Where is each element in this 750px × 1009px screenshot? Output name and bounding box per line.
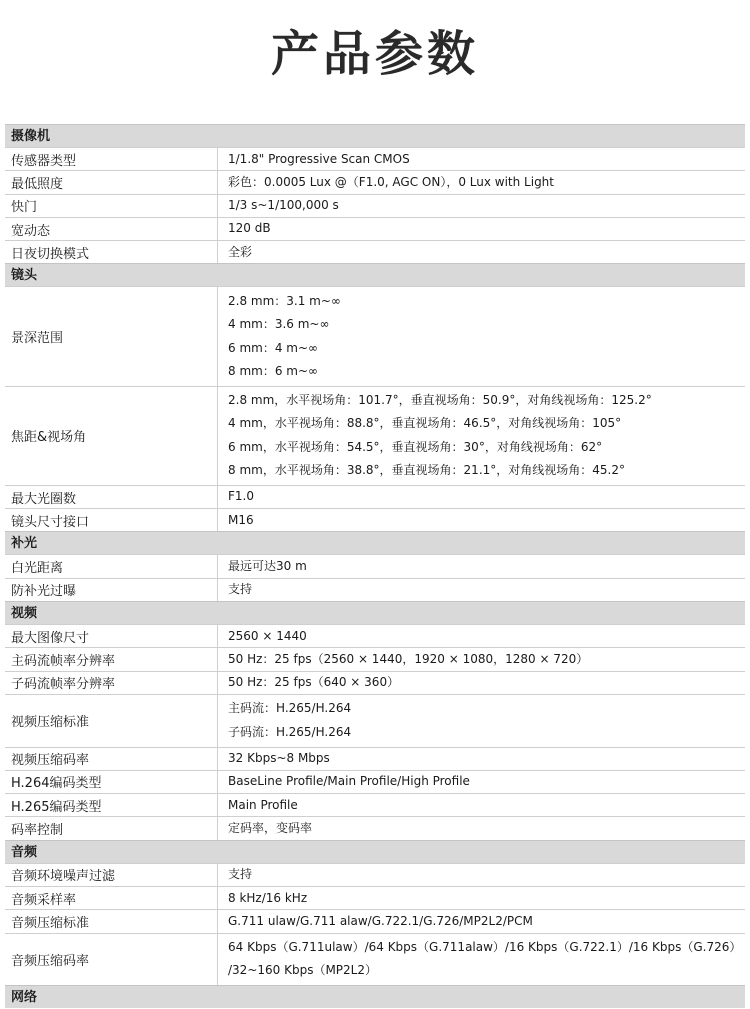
spec-value-line: G.711 ulaw/G.711 alaw/G.722.1/G.726/MP2L2/PCM bbox=[228, 913, 533, 928]
spec-value-line: 2560 × 1440 bbox=[228, 628, 307, 643]
spec-value-line: F1.0 bbox=[228, 489, 254, 504]
spec-value-line: 最远可达30 m bbox=[228, 558, 307, 573]
spec-value bbox=[218, 195, 745, 217]
spec-label: 最大图像尺寸 bbox=[5, 625, 218, 647]
spec-row bbox=[5, 217, 745, 240]
spec-label: 焦距&视场角 bbox=[5, 387, 218, 485]
spec-row bbox=[5, 147, 745, 170]
spec-value-line: 2.8 mm：3.1 m~∞ bbox=[228, 293, 341, 308]
spec-value-line: 8 mm，水平视场角：38.8°，垂直视场角：21.1°，对角线视场角：45.2° bbox=[228, 463, 625, 478]
spec-value bbox=[218, 387, 745, 485]
spec-label: 音频采样率 bbox=[5, 887, 218, 909]
section-header: 镜头 bbox=[5, 263, 745, 286]
spec-row bbox=[5, 485, 745, 508]
spec-value bbox=[218, 148, 745, 170]
section-header: 音频 bbox=[5, 840, 745, 863]
spec-label: 日夜切换模式 bbox=[5, 241, 218, 263]
spec-value-line: 64 Kbps（G.711ulaw）/64 Kbps（G.711alaw）/16 Kbps（G.722.1）/16 Kbps（G.726） bbox=[228, 940, 742, 955]
spec-value bbox=[218, 910, 745, 932]
section-header: 网络 bbox=[5, 985, 745, 1008]
spec-label: 视频压缩码率 bbox=[5, 748, 218, 770]
spec-value-line: 8 mm：6 m~∞ bbox=[228, 363, 319, 378]
spec-row bbox=[5, 286, 745, 385]
spec-label: 镜头尺寸接口 bbox=[5, 509, 218, 531]
spec-row bbox=[5, 554, 745, 577]
section-header: 补光 bbox=[5, 531, 745, 554]
spec-value-line: 6 mm，水平视场角：54.5°，垂直视场角：30°，对角线视场角：62° bbox=[228, 439, 603, 454]
spec-value-line: 120 dB bbox=[228, 221, 271, 236]
spec-row bbox=[5, 793, 745, 816]
spec-row bbox=[5, 863, 745, 886]
spec-value-line: 8 kHz/16 kHz bbox=[228, 890, 308, 905]
spec-value bbox=[218, 241, 745, 263]
spec-value bbox=[218, 934, 745, 986]
spec-value-line: 50 Hz：25 fps（2560 × 1440，1920 × 1080，1280 × 720） bbox=[228, 651, 589, 666]
spec-label: 子码流帧率分辨率 bbox=[5, 672, 218, 694]
spec-value bbox=[218, 509, 745, 531]
section-header: 摄像机 bbox=[5, 124, 745, 147]
spec-row bbox=[5, 671, 745, 694]
spec-value bbox=[218, 771, 745, 793]
spec-value-line: 50 Hz：25 fps（640 × 360） bbox=[228, 675, 400, 690]
spec-label: H.265编码类型 bbox=[5, 794, 218, 816]
spec-value-line: Main Profile bbox=[228, 797, 298, 812]
spec-label: 传感器类型 bbox=[5, 148, 218, 170]
spec-label: 快门 bbox=[5, 195, 218, 217]
spec-value bbox=[218, 648, 745, 670]
spec-table bbox=[5, 124, 745, 1008]
section-header: 视频 bbox=[5, 601, 745, 624]
spec-row bbox=[5, 624, 745, 647]
spec-label: H.264编码类型 bbox=[5, 771, 218, 793]
spec-row bbox=[5, 170, 745, 193]
spec-value-line: 6 mm：4 m~∞ bbox=[228, 340, 319, 355]
spec-value bbox=[218, 748, 745, 770]
spec-label: 最大光圈数 bbox=[5, 486, 218, 508]
spec-value-line: 全彩 bbox=[228, 244, 253, 259]
spec-row bbox=[5, 770, 745, 793]
spec-value bbox=[218, 218, 745, 240]
spec-row bbox=[5, 816, 745, 839]
spec-row bbox=[5, 578, 745, 601]
spec-value bbox=[218, 486, 745, 508]
spec-row bbox=[5, 747, 745, 770]
spec-value-line: /32~160 Kbps（MP2L2） bbox=[228, 963, 377, 978]
spec-value-line: 主码流：H.265/H.264 bbox=[228, 701, 352, 716]
spec-row bbox=[5, 508, 745, 531]
page-title: 产品参数 bbox=[270, 26, 479, 82]
spec-label: 白光距离 bbox=[5, 555, 218, 577]
spec-label: 最低照度 bbox=[5, 171, 218, 193]
spec-value bbox=[218, 579, 745, 601]
spec-value-line: 彩色：0.0005 Lux @（F1.0, AGC ON），0 Lux with Light bbox=[228, 174, 554, 189]
spec-value bbox=[218, 817, 745, 839]
spec-label: 防补光过曝 bbox=[5, 579, 218, 601]
spec-value bbox=[218, 887, 745, 909]
spec-label: 景深范围 bbox=[5, 287, 218, 385]
spec-row bbox=[5, 909, 745, 932]
spec-value bbox=[218, 555, 745, 577]
spec-value bbox=[218, 287, 745, 385]
spec-value-line: 2.8 mm，水平视场角：101.7°，垂直视场角：50.9°，对角线视场角：125.2° bbox=[228, 393, 652, 408]
spec-label: 音频压缩标准 bbox=[5, 910, 218, 932]
spec-label: 码率控制 bbox=[5, 817, 218, 839]
spec-label: 宽动态 bbox=[5, 218, 218, 240]
spec-value-line: 32 Kbps~8 Mbps bbox=[228, 751, 330, 766]
spec-value bbox=[218, 695, 745, 747]
spec-value-line: 支持 bbox=[228, 582, 253, 597]
spec-value-line: 子码流：H.265/H.264 bbox=[228, 724, 352, 739]
spec-row bbox=[5, 933, 745, 986]
spec-label: 视频压缩标准 bbox=[5, 695, 218, 747]
spec-value-line: 定码率，变码率 bbox=[228, 820, 313, 835]
spec-label: 音频压缩码率 bbox=[5, 934, 218, 986]
spec-value bbox=[218, 171, 745, 193]
spec-row bbox=[5, 194, 745, 217]
spec-value bbox=[218, 672, 745, 694]
spec-value bbox=[218, 625, 745, 647]
spec-row bbox=[5, 694, 745, 747]
spec-row bbox=[5, 240, 745, 263]
spec-value-line: 4 mm，水平视场角：88.8°，垂直视场角：46.5°，对角线视场角：105° bbox=[228, 416, 622, 431]
spec-value-line: 4 mm：3.6 m~∞ bbox=[228, 317, 330, 332]
spec-value-line: 1/1.8" Progressive Scan CMOS bbox=[228, 151, 410, 166]
spec-value bbox=[218, 794, 745, 816]
spec-value-line: BaseLine Profile/Main Profile/High Profile bbox=[228, 774, 470, 789]
spec-label: 音频环境噪声过滤 bbox=[5, 864, 218, 886]
spec-label: 主码流帧率分辨率 bbox=[5, 648, 218, 670]
spec-row bbox=[5, 647, 745, 670]
spec-value-line: 支持 bbox=[228, 867, 253, 882]
spec-row bbox=[5, 886, 745, 909]
spec-value-line: 1/3 s~1/100,000 s bbox=[228, 198, 339, 213]
spec-row bbox=[5, 386, 745, 485]
spec-value bbox=[218, 864, 745, 886]
spec-value-line: M16 bbox=[228, 512, 254, 527]
